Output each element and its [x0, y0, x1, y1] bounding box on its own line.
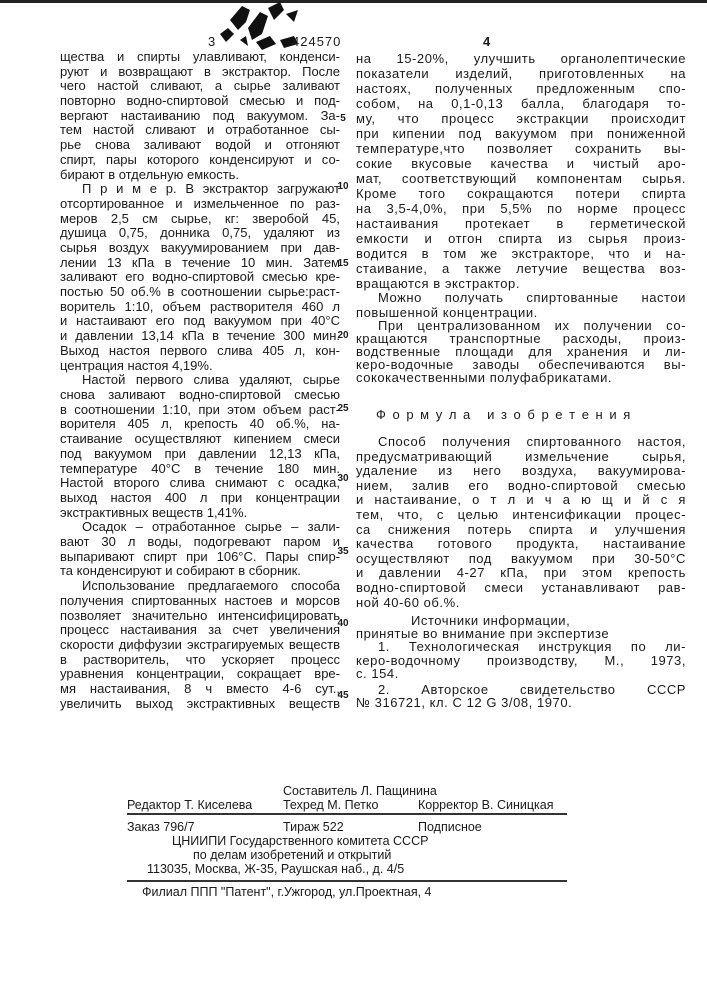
text-line: бирают в отдельную емкость.: [60, 168, 340, 183]
text-line: температуре 40°С в течение 180 мин.: [60, 462, 340, 477]
text-line: снова заливают водно-спиртовой смесью: [60, 388, 340, 403]
paragraph: [356, 51, 686, 291]
line-number: 25: [336, 403, 350, 414]
text-line: вергают настаиванию под вакуумом. За-: [60, 109, 340, 124]
text-line: скорости диффузии экстрагируемых веществ: [60, 638, 340, 653]
text-line: Можно получать спиртованные настои: [356, 290, 686, 305]
text-line: му, что процесс экстракции происходит: [356, 111, 686, 126]
text-line: мат, соответствующий компонентам сырья.: [356, 171, 686, 186]
sources-heading: [356, 614, 686, 640]
text-line: выпаривают спирт при 106°С. Пары спир-: [60, 550, 340, 565]
text-line: чего настой сливают, а сырье заливают: [60, 79, 340, 94]
text-line: П р и м е р. В экстрактор загружают: [60, 182, 340, 197]
text-line: под вакуумом при давлении 12,13 кПа,: [60, 447, 340, 462]
text-line: водственные площади для хранения и ли-: [356, 345, 686, 358]
text-line: 1. Технологическая инструкция по ли-: [356, 640, 686, 654]
branch: Филиал ППП "Патент", г.Ужгород, ул.Проектная, 4: [142, 885, 432, 899]
text-line: уравнения концентрации, сокращает вре-: [60, 667, 340, 682]
text-line: сококачественными полуфабрикатами.: [356, 371, 686, 384]
text-line: керо-водочные заводы обеспечиваются вы-: [356, 358, 686, 371]
text-line: температуре,что позволяет сохранить вы-: [356, 141, 686, 156]
text-line: сырья воздух вакуумированием при дав-: [60, 241, 340, 256]
text-line: кращаются транспортные расходы, произ-: [356, 332, 686, 345]
text-line: керо-водочному производству, М., 1973,: [356, 654, 686, 668]
text-line: меров 2,5 см сырье, кг: зверобой 45,: [60, 212, 340, 227]
techred: Техред М. Петко: [283, 798, 378, 812]
text-line: повышенной концентрации.: [356, 305, 686, 320]
text-line: ворителя 405 л, крепость 40 об.%, на-: [60, 417, 340, 432]
line-number: 30: [336, 473, 350, 484]
text-line: стаивание, а также летучие вещества воз-: [356, 261, 686, 276]
text-line: Настой первого слива удаляют, сырье: [60, 373, 340, 388]
text-line: осуществляют под вакуумом при 30-50°С: [356, 552, 686, 567]
text-line: 2. Авторское свидетельство СССР: [356, 683, 686, 696]
text-line: в растворитель, что ускоряет процесс: [60, 653, 340, 668]
text-line: спирт, пары которого конденсируют и со-: [60, 153, 340, 168]
claims-paragraph: [356, 435, 686, 610]
text-line: При централизованном их получении со-: [356, 319, 686, 332]
text-line: принятые во внимание при экспертизе: [356, 627, 686, 640]
text-line: мя настаивания, 8 ч вместо 4-6 сут.,: [60, 682, 340, 697]
organization: ЦНИИПИ Государственного комитета СССР: [172, 834, 428, 848]
compiler: Составитель Л. Пащинина: [283, 784, 437, 798]
text-line: Кроме того сокращаются потери спирта: [356, 186, 686, 201]
paragraph: [356, 319, 686, 384]
text-line: Осадок – отработанное сырье – зали-: [60, 520, 340, 535]
circulation: Тираж 522: [283, 820, 344, 834]
text-line: та конденсируют и собирают в сборник.: [60, 564, 340, 579]
line-number: 5: [336, 113, 350, 124]
text-line: процесс настаивания за счет увеличения: [60, 623, 340, 638]
text-line: тем настой сливают и отработанное сы-: [60, 123, 340, 138]
text-line: получения спиртованных настоев и морсов: [60, 594, 340, 609]
text-line: емкости и отгон спирта из сырья произ-: [356, 231, 686, 246]
paragraph: [60, 50, 340, 182]
text-line: настоях, полученных предложенным спо-: [356, 81, 686, 96]
text-line: и давлении 4-27 кПа, при этом крепость: [356, 566, 686, 581]
text-line: удаление из него воздуха, вакуумирова-: [356, 464, 686, 479]
text-line: выход настоя 400 л при концентрации: [60, 491, 340, 506]
text-line: ной 40-60 об.%.: [356, 596, 686, 611]
text-line: на 15-20%, улучшить органолептические: [356, 51, 686, 66]
paragraph: [60, 182, 340, 373]
order-number: Заказ 796/7: [127, 820, 195, 834]
text-line: в соотношении 1:10, при этом объем раст-: [60, 403, 340, 418]
text-line: качества готового продукта, настаивание: [356, 537, 686, 552]
text-line: позволяет значительно интенсифицировать: [60, 609, 340, 624]
right-page-number: 4: [483, 34, 490, 49]
text-line: собом, на 0,1-0,13 балла, благодаря то-: [356, 96, 686, 111]
paragraph: [60, 520, 340, 579]
text-line: и настаивают его под вакуумом при 40°С: [60, 314, 340, 329]
text-line: стаивание осуществляют кипением смеси: [60, 432, 340, 447]
text-line: постью 50 об.% в соотношении сырье:раст-: [60, 285, 340, 300]
text-line: и настаивание, о т л и ч а ю щ и й с я: [356, 493, 686, 508]
text-line: Способ получения спиртованного настоя,: [356, 435, 686, 450]
text-line: воритель 1:10, объем растворителя 460 л: [60, 300, 340, 315]
paragraph: [60, 579, 340, 711]
text-line: при кипении под вакуумом при пониженной: [356, 126, 686, 141]
line-number: 10: [336, 181, 350, 192]
text-line: повторно водно-спиртовой смесью и под-: [60, 94, 340, 109]
text-line: лении 13 кПа в течение 10 мин. Затем: [60, 256, 340, 271]
text-line: с. 154.: [356, 667, 686, 681]
line-number: 20: [336, 330, 350, 341]
left-page-number: 3: [208, 34, 215, 49]
subscription: Подписное: [418, 820, 482, 834]
text-line: тем, что, с целью интенсификации процес-: [356, 508, 686, 523]
top-border: [0, 0, 707, 3]
text-line: отсортированное и измельченное по раз-: [60, 197, 340, 212]
text-line: са снижения потерь спирта и улучшения: [356, 523, 686, 538]
text-line: центрация настоя 4,19%.: [60, 359, 340, 374]
text-line: на 3,5-4,0%, при 5,5% по норме процесс: [356, 201, 686, 216]
source-item: [356, 683, 686, 709]
text-line: руют и возвращают в экстрактор. После: [60, 65, 340, 80]
line-number: 15: [336, 258, 350, 269]
patent-number: 424570: [292, 34, 341, 49]
text-line: Выход настоя первого слива 405 л, кон-: [60, 344, 340, 359]
text-line: № 316721, кл. С 12 G 3/08, 1970.: [356, 696, 686, 709]
source-item: [356, 640, 686, 681]
divider: [127, 880, 567, 882]
text-line: предусматривающий измельчение сырья,: [356, 450, 686, 465]
text-line: щества и спирты улавливают, конденси-: [60, 50, 340, 65]
divider: [127, 813, 567, 815]
text-line: нием, залив его водно-спиртовой смесью: [356, 479, 686, 494]
line-number: 40: [336, 618, 350, 629]
text-line: экстрактивных веществ 1,41%.: [60, 506, 340, 521]
text-line: заливают его водно-спиртовой смесью кре-: [60, 270, 340, 285]
text-line: сокие вкусовые качества и чистый аро-: [356, 156, 686, 171]
line-number: 35: [336, 546, 350, 557]
claims-heading: Ф о р м у л а и з о б р е т е н и я: [376, 407, 632, 422]
text-line: настаивания протекает в герметической: [356, 216, 686, 231]
text-line: Источники информации,: [356, 614, 686, 627]
text-line: увеличить выход экстрактивных веществ: [60, 697, 340, 712]
text-line: душица 0,75, донника 0,75, удаляют из: [60, 226, 340, 241]
text-line: Настой второго слива снимают с осадка,: [60, 476, 340, 491]
text-line: Использование предлагаемого способа: [60, 579, 340, 594]
text-line: водится в том же экстракторе, что и на-: [356, 246, 686, 261]
line-number: 45: [336, 690, 350, 701]
paragraph: [60, 373, 340, 520]
text-line: рье снова заливают водой и отгоняют: [60, 138, 340, 153]
corrector: Корректор В. Синицкая: [418, 798, 553, 812]
text-line: показатели изделий, приготовленных на: [356, 66, 686, 81]
text-line: водно-спиртовой смеси устанавливают рав-: [356, 581, 686, 596]
address: 113035, Москва, Ж-35, Раушская наб., д. 4/5: [147, 862, 404, 876]
organization-sub: по делам изобретений и открытий: [193, 848, 391, 862]
text-line: и давлении 13,14 кПа в течение 300 мин.: [60, 329, 340, 344]
editor: Редактор Т. Киселева: [127, 798, 252, 812]
text-line: вают 30 л воды, подогревают паром и: [60, 535, 340, 550]
text-line: вращаются в экстрактор.: [356, 276, 686, 291]
paragraph: [356, 290, 686, 320]
